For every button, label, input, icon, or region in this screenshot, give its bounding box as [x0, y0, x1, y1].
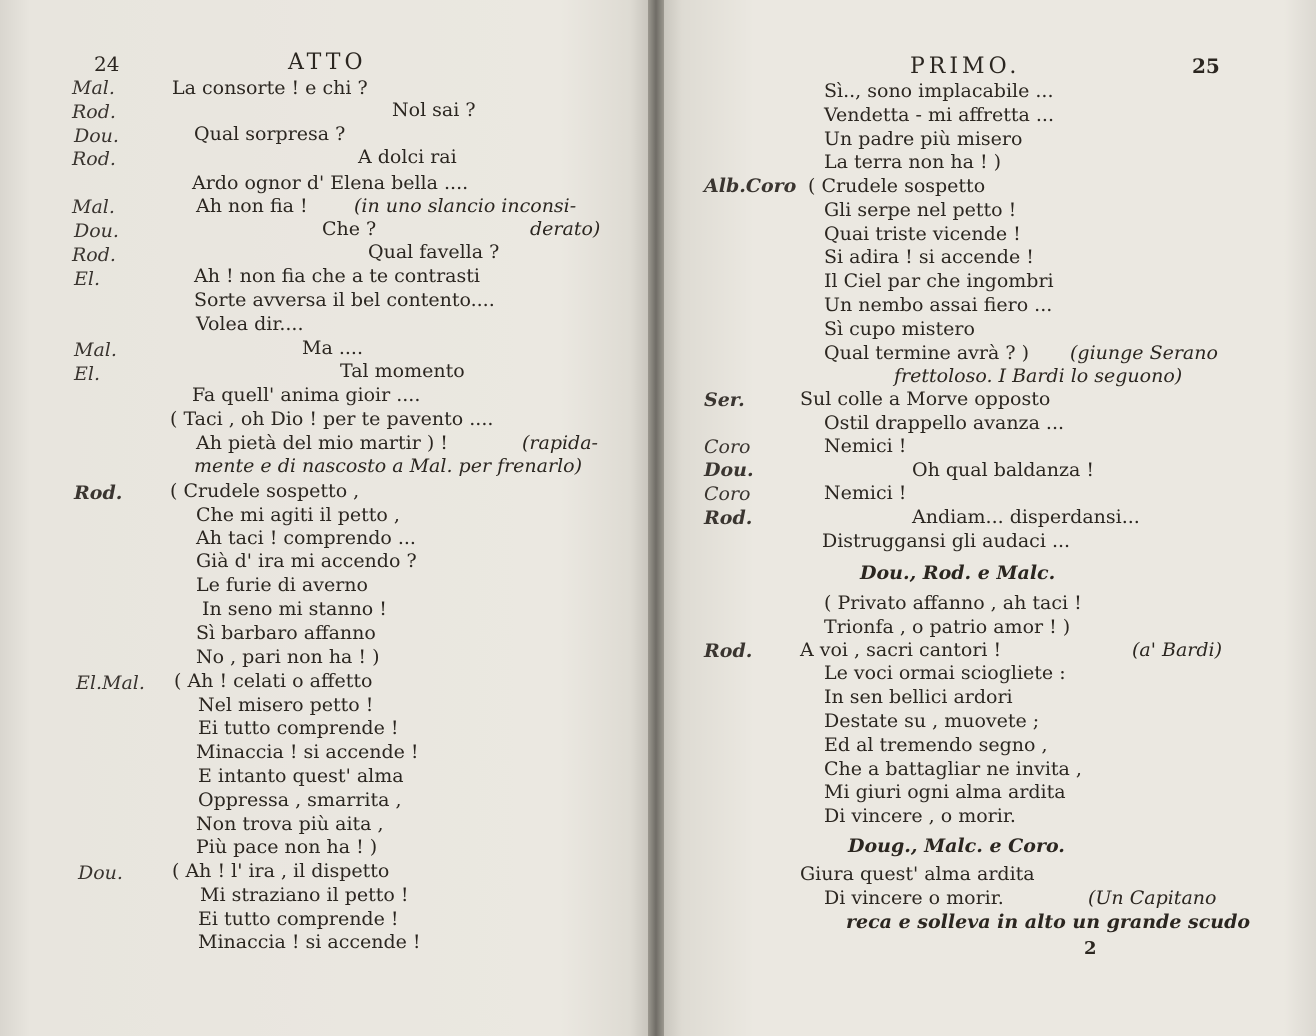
stage-direction: (a' Bardi): [1132, 639, 1223, 661]
verse-line: Un nembo assai fiero ...: [824, 294, 1053, 316]
verse-line: Sì barbaro affanno: [196, 622, 376, 644]
speaker-label: Dou.: [74, 220, 119, 242]
verse-line: Nel misero petto !: [198, 694, 374, 716]
verse-line: Qual sorpresa ?: [194, 123, 346, 145]
verse-line: Sì cupo mistero: [824, 318, 975, 340]
verse-line: Già d' ira mi accendo ?: [196, 550, 417, 572]
stage-direction: frettoloso. I Bardi lo seguono): [894, 365, 1183, 387]
verse-line: Sì.., sono implacabile ...: [824, 80, 1054, 102]
speaker-label: Mal.: [72, 196, 115, 218]
speaker-label: Mal.: [72, 77, 115, 99]
verse-line: La consorte ! e chi ?: [172, 77, 368, 99]
page-number: 24: [94, 52, 120, 76]
verse-line: Il Ciel par che ingombri: [824, 270, 1054, 292]
verse-line: In sen bellici ardori: [824, 686, 1013, 708]
verse-line: Ed al tremendo segno ,: [824, 734, 1048, 756]
verse-line: Destate su , muovete ;: [824, 710, 1040, 732]
verse-line: No , pari non ha ! ): [196, 646, 380, 668]
verse-line: Sorte avversa il bel contento....: [194, 289, 495, 311]
stage-direction: (giunge Serano: [1070, 342, 1218, 364]
verse-line: Minaccia ! si accende !: [198, 931, 421, 953]
verse-line: Vendetta - mi affretta ...: [824, 104, 1055, 126]
speaker-label: Rod.: [704, 507, 753, 529]
right-page: [664, 0, 1316, 1036]
verse-line: Minaccia ! si accende !: [196, 741, 419, 763]
speaker-label: Rod.: [74, 482, 123, 504]
verse-line: Andiam... disperdansi...: [912, 506, 1140, 528]
verse-line: Ardo ognor d' Elena bella ....: [192, 172, 469, 194]
signature-mark: 2: [1084, 938, 1097, 959]
verse-line: Ostil drappello avanza ...: [824, 412, 1065, 434]
stage-direction: (rapida-: [522, 432, 598, 454]
verse-line: ( Ah ! l' ira , il dispetto: [172, 860, 390, 882]
speaker-label: Rod.: [72, 101, 116, 123]
speaker-label: Dou.: [78, 862, 123, 884]
verse-line: ( Ah ! celati o affetto: [174, 670, 373, 692]
page-number: 25: [1192, 54, 1220, 78]
verse-line: Ah pietà del mio martir ) !: [196, 432, 448, 454]
running-head: ATTO: [288, 50, 367, 75]
verse-line: Le voci ormai sciogliete :: [824, 662, 1066, 684]
verse-line: Oh qual baldanza !: [912, 459, 1095, 481]
verse-line: Mi giuri ogni alma ardita: [824, 781, 1066, 803]
verse-line: Fa quell' anima gioir ....: [192, 384, 421, 406]
verse-line: Che a battagliar ne invita ,: [824, 758, 1082, 780]
verse-line: Che ?: [322, 218, 377, 240]
verse-line: E intanto quest' alma: [198, 765, 404, 787]
verse-line: Nemici !: [824, 482, 907, 504]
verse-line: Trionfa , o patrio amor ! ): [824, 616, 1071, 638]
running-head: PRIMO.: [910, 54, 1021, 79]
speaker-label: El.: [74, 363, 100, 385]
speaker-label: Dou.: [704, 459, 754, 481]
speaker-label: Alb.Coro: [704, 175, 797, 197]
verse-line: Nemici !: [824, 435, 907, 457]
verse-line: Si adira ! si accende !: [824, 246, 1034, 268]
speaker-label: Rod.: [72, 244, 116, 266]
verse-line: Sul colle a Morve opposto: [800, 388, 1051, 410]
verse-line: Gli serpe nel petto !: [824, 199, 1017, 221]
verse-line: Ah ! non fia che a te contrasti: [194, 265, 480, 287]
verse-line: Che mi agiti il petto ,: [196, 504, 400, 526]
verse-line: Distruggansi gli audaci ...: [822, 530, 1071, 552]
verse-line: A dolci rai: [358, 146, 457, 168]
speaker-label: El.: [74, 268, 100, 290]
stage-direction: derato): [530, 218, 601, 240]
verse-line: ( Taci , oh Dio ! per te pavento ....: [170, 408, 494, 430]
verse-line: In seno mi stanno !: [202, 598, 387, 620]
verse-line: Un padre più misero: [824, 128, 1023, 150]
verse-line: Mi straziano il petto !: [200, 884, 409, 906]
verse-line: Di vincere , o morir.: [824, 805, 1016, 827]
verse-line: Ah taci ! comprendo ...: [196, 527, 416, 549]
verse-line: La terra non ha ! ): [824, 151, 1002, 173]
speaker-label: Rod.: [704, 640, 753, 662]
verse-line: Ei tutto comprende !: [198, 908, 399, 930]
speaker-label: Coro: [704, 483, 751, 505]
verse-line: A voi , sacri cantori !: [800, 639, 1002, 661]
speaker-label: Dou.: [74, 125, 119, 147]
left-page: [0, 0, 648, 1036]
speaker-label: Rod.: [72, 148, 116, 170]
book-gutter: [648, 0, 664, 1036]
speaker-label: Mal.: [74, 339, 117, 361]
speaker-label: El.Mal.: [76, 672, 145, 694]
stage-direction: (in uno slancio inconsi-: [354, 195, 577, 217]
verse-line: Ei tutto comprende !: [198, 717, 399, 739]
verse-line: ( Privato affanno , ah taci !: [824, 592, 1082, 614]
verse-line: Qual favella ?: [368, 241, 500, 263]
verse-line: Qual termine avrà ? ): [824, 342, 1029, 364]
stage-direction: mente e di nascosto a Mal. per frenarlo): [194, 455, 583, 477]
stage-direction: reca e solleva in alto un grande scudo: [846, 911, 1251, 933]
stage-direction: (Un Capitano: [1088, 887, 1217, 909]
verse-line: Più pace non ha ! ): [196, 836, 378, 858]
verse-line: ( Crudele sospetto: [808, 175, 986, 197]
verse-line: Giura quest' alma ardita: [800, 863, 1035, 885]
verse-line: Ah non fia !: [196, 195, 308, 217]
character-cue: Doug., Malc. e Coro.: [848, 835, 1065, 857]
verse-line: Le furie di averno: [196, 574, 368, 596]
character-cue: Dou., Rod. e Malc.: [860, 562, 1056, 584]
verse-line: Di vincere o morir.: [824, 887, 1004, 909]
speaker-label: Coro: [704, 436, 751, 458]
verse-line: Nol sai ?: [392, 99, 476, 121]
speaker-label: Ser.: [704, 389, 745, 411]
verse-line: Oppressa , smarrita ,: [198, 789, 402, 811]
verse-line: Tal momento: [340, 360, 465, 382]
verse-line: Quai triste vicende !: [824, 223, 1021, 245]
verse-line: Volea dir....: [196, 313, 304, 335]
verse-line: Non trova più aita ,: [196, 813, 384, 835]
verse-line: ( Crudele sospetto ,: [170, 480, 360, 502]
verse-line: Ma ....: [302, 337, 363, 359]
